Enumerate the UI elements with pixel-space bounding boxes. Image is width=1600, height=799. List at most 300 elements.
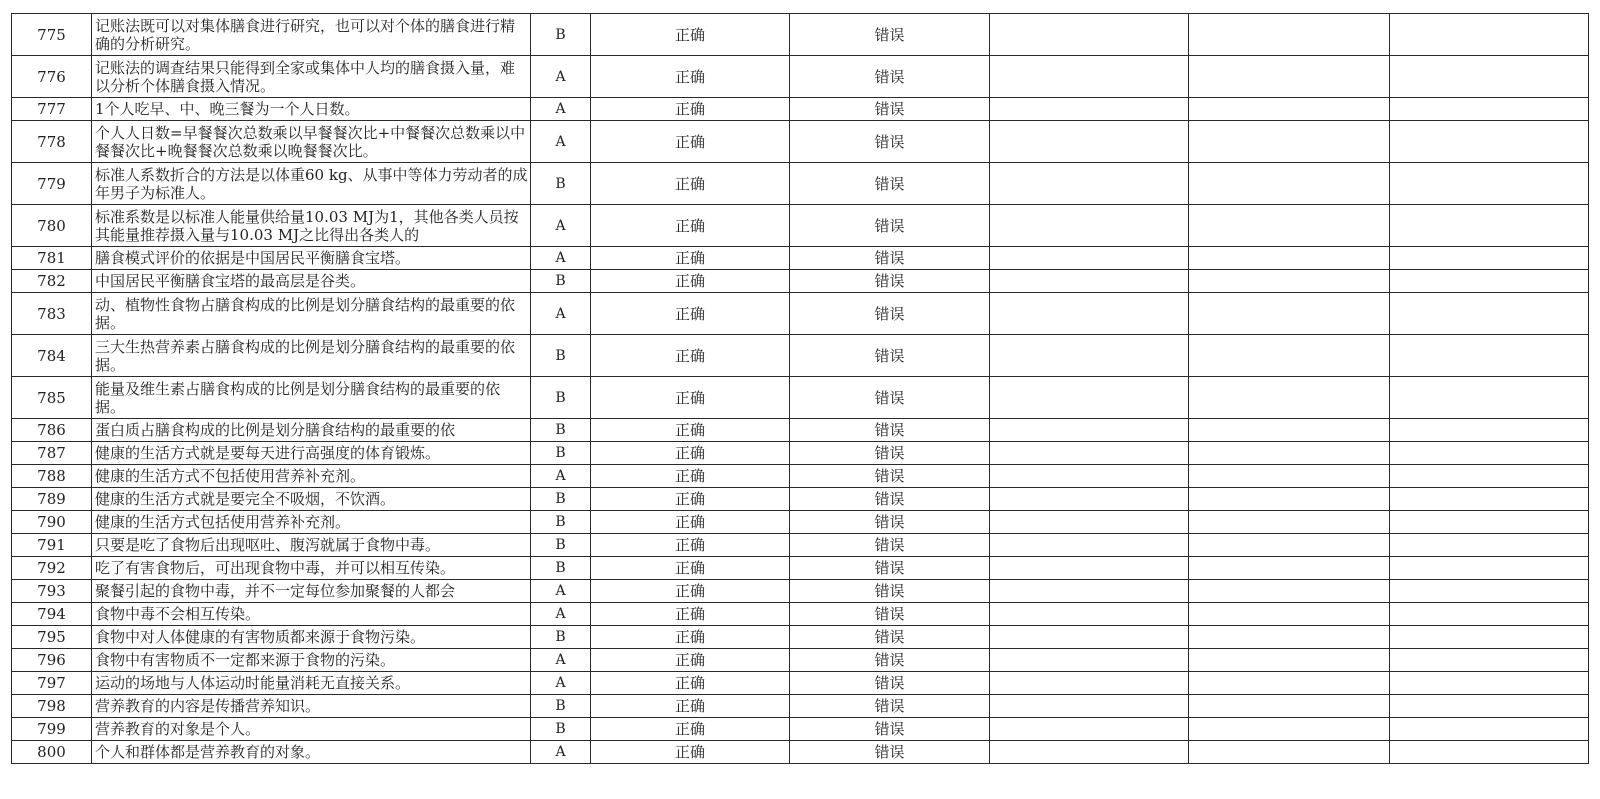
answer-key: A [555,250,566,266]
answer-key-cell [531,56,591,98]
blank-cell-cell [1189,465,1390,488]
blank-cell-cell [990,163,1189,205]
blank-cell-cell [990,377,1189,419]
table-row [12,419,1589,442]
question-number: 786 [37,421,66,439]
question-number-cell [12,56,92,98]
option-false-cell [790,121,990,163]
table-row [12,603,1589,626]
table-row [12,270,1589,293]
answer-key: B [555,445,566,461]
option-false-cell [790,626,990,649]
question-text: 营养教育的内容是传播营养知识。 [95,697,321,715]
blank-cell-cell [1390,121,1589,163]
option-true-cell [591,335,790,377]
answer-key-cell [531,557,591,580]
question-text: 1个人吃早、中、晚三餐为一个人日数。 [95,100,360,118]
option-false: 错误 [874,467,905,485]
question-number: 785 [37,388,66,407]
option-true-cell [591,534,790,557]
option-true: 正确 [674,272,705,290]
answer-key: A [555,133,566,150]
table-row [12,56,1589,98]
blank-cell-cell [1390,163,1589,205]
table-row [12,488,1589,511]
blank-cell-cell [990,626,1189,649]
option-false-cell [790,741,990,764]
blank-cell-cell [1189,377,1390,419]
question-text: 食物中对人体健康的有害物质都来源于食物污染。 [95,628,426,646]
blank-cell-cell [990,580,1189,603]
answer-key: A [555,583,566,599]
blank-cell-cell [990,603,1189,626]
blank-cell-cell [990,649,1189,672]
answer-key-cell [531,293,591,335]
question-text: 记账法的调查结果只能得到全家或集体中人均的膳食摄入量，难以分析个体膳食摄入情况。 [95,58,516,95]
blank-cell-cell [1189,488,1390,511]
table-row [12,442,1589,465]
question-number-cell [12,98,92,121]
option-false: 错误 [874,25,905,44]
question-text-cell [92,121,531,163]
table-row [12,534,1589,557]
question-number-cell [12,534,92,557]
table-row [12,14,1589,56]
option-false: 错误 [874,132,905,151]
option-false-cell [790,557,990,580]
option-false-cell [790,534,990,557]
option-true: 正确 [674,249,705,267]
blank-cell-cell [1189,293,1390,335]
question-number-cell [12,603,92,626]
answer-key-cell [531,603,591,626]
answer-key: B [555,491,566,507]
option-false: 错误 [874,582,905,600]
option-true: 正确 [674,67,705,86]
question-text-cell [92,335,531,377]
question-text: 记账法既可以对集体膳食进行研究，也可以对个体的膳食进行精确的分析研究。 [95,16,516,53]
question-text-cell [92,419,531,442]
blank-cell-cell [990,718,1189,741]
question-text: 食物中毒不会相互传染。 [95,605,261,623]
blank-cell-cell [1390,718,1589,741]
option-false: 错误 [874,628,905,646]
blank-cell-cell [990,465,1189,488]
blank-cell-cell [1390,14,1589,56]
question-number: 790 [37,513,66,531]
question-text-cell [92,163,531,205]
blank-cell-cell [1189,741,1390,764]
blank-cell-cell [990,741,1189,764]
option-false: 错误 [874,249,905,267]
option-true: 正确 [674,720,705,738]
blank-cell-cell [1189,695,1390,718]
table-row [12,672,1589,695]
question-number-cell [12,649,92,672]
blank-cell-cell [1189,335,1390,377]
answer-key-cell [531,672,591,695]
blank-cell-cell [1390,741,1589,764]
question-text-cell [92,741,531,764]
blank-cell-cell [1390,335,1589,377]
question-text-cell [92,534,531,557]
blank-cell-cell [990,534,1189,557]
table-row [12,247,1589,270]
option-false: 错误 [874,67,905,86]
blank-cell-cell [990,557,1189,580]
answer-key-cell [531,121,591,163]
question-number: 794 [37,605,66,623]
question-number-cell [12,465,92,488]
option-false-cell [790,14,990,56]
question-number-cell [12,293,92,335]
question-number: 796 [37,651,66,669]
question-number-cell [12,335,92,377]
table-row [12,626,1589,649]
answer-key-cell [531,98,591,121]
option-false-cell [790,603,990,626]
answer-key-cell [531,247,591,270]
table-row [12,695,1589,718]
question-number: 793 [37,582,66,600]
question-text: 食物中有害物质不一定都来源于食物的污染。 [95,651,396,669]
option-false: 错误 [874,346,905,365]
option-false-cell [790,205,990,247]
question-text: 营养教育的对象是个人。 [95,720,261,738]
option-false-cell [790,511,990,534]
option-true: 正确 [674,304,705,323]
question-text-cell [92,672,531,695]
table-row [12,741,1589,764]
question-number: 792 [37,559,66,577]
blank-cell-cell [990,672,1189,695]
option-true: 正确 [674,605,705,623]
option-true-cell [591,488,790,511]
blank-cell-cell [1390,603,1589,626]
blank-cell-cell [990,270,1189,293]
blank-cell-cell [1189,14,1390,56]
question-number: 780 [37,216,66,235]
blank-cell-cell [990,335,1189,377]
question-text: 个人人日数=早餐餐次总数乘以早餐餐次比+中餐餐次总数乘以中餐餐次比+晚餐餐次总数乘以晚餐餐次比。 [95,123,526,160]
blank-cell-cell [1390,672,1589,695]
question-number-cell [12,14,92,56]
blank-cell-cell [990,14,1189,56]
question-text-cell [92,56,531,98]
blank-cell-cell [1390,419,1589,442]
question-number-cell [12,741,92,764]
question-table [11,13,1589,764]
question-text-cell [92,442,531,465]
option-true: 正确 [674,743,705,761]
option-true-cell [591,98,790,121]
blank-cell-cell [1189,98,1390,121]
blank-cell-cell [990,56,1189,98]
question-text: 健康的生活方式包括使用营养补充剂。 [95,513,351,531]
option-true: 正确 [674,216,705,235]
question-text-cell [92,718,531,741]
option-true: 正确 [674,536,705,554]
question-number-cell [12,205,92,247]
answer-key: A [555,675,566,691]
answer-key-cell [531,626,591,649]
question-number-cell [12,377,92,419]
option-false-cell [790,247,990,270]
table-row [12,121,1589,163]
option-true: 正确 [674,346,705,365]
option-false-cell [790,580,990,603]
table-row [12,205,1589,247]
option-false: 错误 [874,100,905,118]
question-text: 只要是吃了食物后出现呕吐、腹泻就属于食物中毒。 [95,536,441,554]
answer-key: B [555,175,566,192]
option-false: 错误 [874,651,905,669]
answer-key: A [555,217,566,234]
answer-key: A [555,68,566,85]
blank-cell-cell [1390,488,1589,511]
option-true-cell [591,442,790,465]
table-row [12,580,1589,603]
question-number: 777 [37,100,66,118]
option-false: 错误 [874,174,905,193]
table-row [12,98,1589,121]
option-false: 错误 [874,388,905,407]
option-false-cell [790,695,990,718]
option-false-cell [790,377,990,419]
question-number: 800 [37,743,66,761]
option-true-cell [591,603,790,626]
question-text: 能量及维生素占膳食构成的比例是划分膳食结构的最重要的依据。 [95,379,501,416]
blank-cell-cell [1390,205,1589,247]
blank-cell-cell [1390,465,1589,488]
option-false: 错误 [874,490,905,508]
option-true-cell [591,557,790,580]
question-number: 778 [37,132,66,151]
blank-cell-cell [1390,534,1589,557]
question-number-cell [12,270,92,293]
table-row [12,465,1589,488]
answer-key-cell [531,14,591,56]
blank-cell-cell [1189,163,1390,205]
answer-key-cell [531,377,591,419]
answer-key-cell [531,419,591,442]
answer-key-cell [531,580,591,603]
answer-key-cell [531,534,591,557]
question-text: 吃了有害食物后，可出现食物中毒，并可以相互传染。 [95,559,456,577]
option-false: 错误 [874,421,905,439]
blank-cell-cell [1189,442,1390,465]
option-true: 正确 [674,628,705,646]
blank-cell-cell [990,488,1189,511]
option-true-cell [591,205,790,247]
answer-key: B [555,273,566,289]
table-row [12,649,1589,672]
option-false: 错误 [874,720,905,738]
question-text-cell [92,377,531,419]
question-text: 健康的生活方式不包括使用营养补充剂。 [95,467,366,485]
option-true-cell [591,121,790,163]
answer-key: B [555,629,566,645]
question-text-cell [92,98,531,121]
table-row [12,511,1589,534]
option-true-cell [591,293,790,335]
option-true-cell [591,465,790,488]
question-number-cell [12,580,92,603]
option-true: 正确 [674,513,705,531]
blank-cell-cell [1390,270,1589,293]
option-true-cell [591,56,790,98]
question-number: 798 [37,697,66,715]
blank-cell-cell [1189,557,1390,580]
blank-cell-cell [1189,205,1390,247]
answer-key-cell [531,718,591,741]
option-false-cell [790,56,990,98]
question-text: 中国居民平衡膳食宝塔的最高层是谷类。 [95,272,366,290]
option-false-cell [790,335,990,377]
option-true-cell [591,247,790,270]
blank-cell-cell [1390,377,1589,419]
question-number-cell [12,163,92,205]
option-true: 正确 [674,25,705,44]
blank-cell-cell [1390,580,1589,603]
option-false: 错误 [874,444,905,462]
answer-key: B [555,26,566,43]
option-false-cell [790,649,990,672]
question-number: 787 [37,444,66,462]
answer-key: B [555,422,566,438]
option-false: 错误 [874,697,905,715]
option-true: 正确 [674,674,705,692]
answer-key: B [555,537,566,553]
question-number: 782 [37,272,66,290]
question-number: 788 [37,467,66,485]
question-text-cell [92,247,531,270]
question-text-cell [92,465,531,488]
answer-key: B [555,389,566,406]
answer-key-cell [531,270,591,293]
question-text-cell [92,695,531,718]
option-true-cell [591,695,790,718]
option-false-cell [790,163,990,205]
answer-key-cell [531,488,591,511]
option-false: 错误 [874,272,905,290]
blank-cell-cell [1189,649,1390,672]
answer-key: B [555,560,566,576]
option-true: 正确 [674,582,705,600]
option-false: 错误 [874,559,905,577]
option-true-cell [591,718,790,741]
option-false: 错误 [874,216,905,235]
option-true-cell [591,270,790,293]
question-text-cell [92,649,531,672]
question-text: 标准系数是以标准人能量供给量10.03 MJ为1，其他各类人员按其能量推荐摄入量与10.03 MJ之比得出各类人的 [95,207,519,244]
answer-key: B [555,721,566,737]
option-true-cell [591,377,790,419]
option-true-cell [591,626,790,649]
question-number: 789 [37,490,66,508]
question-number-cell [12,511,92,534]
question-number: 797 [37,674,66,692]
option-true-cell [591,511,790,534]
option-true-cell [591,580,790,603]
question-number-cell [12,626,92,649]
table-row [12,557,1589,580]
question-number-cell [12,488,92,511]
blank-cell-cell [990,293,1189,335]
question-text: 动、植物性食物占膳食构成的比例是划分膳食结构的最重要的依据。 [95,295,516,332]
blank-cell-cell [990,442,1189,465]
question-text: 运动的场地与人体运动时能量消耗无直接关系。 [95,674,411,692]
question-number-cell [12,247,92,270]
blank-cell-cell [1189,672,1390,695]
blank-cell-cell [1189,56,1390,98]
blank-cell-cell [990,121,1189,163]
answer-key: A [555,744,566,760]
question-number-cell [12,672,92,695]
answer-key: A [555,606,566,622]
answer-key-cell [531,695,591,718]
question-text: 个人和群体都是营养教育的对象。 [95,743,321,761]
option-true: 正确 [674,467,705,485]
question-text: 三大生热营养素占膳食构成的比例是划分膳食结构的最重要的依据。 [95,337,516,374]
answer-key-cell [531,511,591,534]
blank-cell-cell [1390,442,1589,465]
blank-cell-cell [1390,247,1589,270]
blank-cell-cell [1390,293,1589,335]
question-number-cell [12,557,92,580]
option-true: 正确 [674,490,705,508]
option-true-cell [591,14,790,56]
blank-cell-cell [1390,557,1589,580]
blank-cell-cell [1189,511,1390,534]
question-number: 795 [37,628,66,646]
answer-key: B [555,514,566,530]
blank-cell-cell [1189,247,1390,270]
blank-cell-cell [1189,270,1390,293]
option-true: 正确 [674,444,705,462]
blank-cell-cell [1189,121,1390,163]
question-number-cell [12,442,92,465]
question-text-cell [92,14,531,56]
question-text-cell [92,488,531,511]
question-text: 标准人系数折合的方法是以体重60 kg、从事中等体力劳动者的成年男子为标准人。 [95,165,528,202]
table-row [12,335,1589,377]
question-number: 799 [37,720,66,738]
option-true-cell [591,163,790,205]
answer-key-cell [531,442,591,465]
option-false-cell [790,293,990,335]
question-number: 776 [37,67,66,86]
question-text-cell [92,270,531,293]
table-row [12,718,1589,741]
blank-cell-cell [990,205,1189,247]
table-row [12,293,1589,335]
option-false-cell [790,98,990,121]
option-true-cell [591,649,790,672]
blank-cell-cell [1390,56,1589,98]
option-true: 正确 [674,388,705,407]
option-false: 错误 [874,674,905,692]
answer-key: B [555,698,566,714]
blank-cell-cell [1189,534,1390,557]
blank-cell-cell [990,511,1189,534]
blank-cell-cell [1390,511,1589,534]
question-number: 781 [37,249,66,267]
option-false: 错误 [874,605,905,623]
option-true-cell [591,741,790,764]
table-row [12,163,1589,205]
option-true-cell [591,672,790,695]
